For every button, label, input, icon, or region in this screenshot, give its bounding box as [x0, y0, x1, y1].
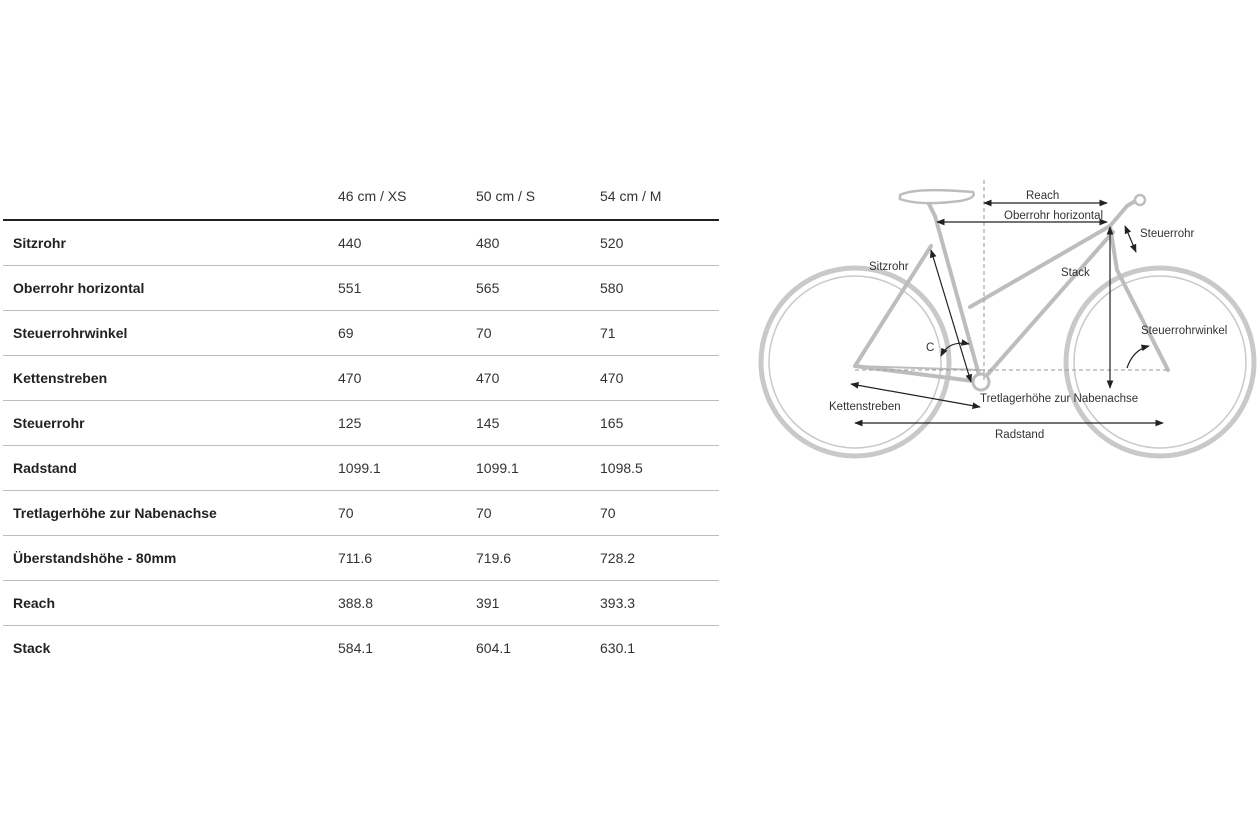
- cell-value: 393.3: [600, 581, 719, 626]
- cell-value: 125: [338, 401, 476, 446]
- cell-value: 719.6: [476, 536, 600, 581]
- cell-value: 520: [600, 220, 719, 266]
- cell-value: 165: [600, 401, 719, 446]
- label-c: C: [926, 342, 935, 354]
- cell-value: 728.2: [600, 536, 719, 581]
- table-row: [3, 401, 719, 446]
- cell-value: 70: [600, 491, 719, 536]
- table-row: [3, 626, 719, 671]
- cell-value: 480: [476, 220, 600, 266]
- cell-value: 565: [476, 266, 600, 311]
- bike-geometry-diagram: [755, 170, 1260, 470]
- row-label: Oberrohr horizontal: [3, 266, 338, 311]
- row-label: Steuerrohr: [3, 401, 338, 446]
- cell-value: 1099.1: [476, 446, 600, 491]
- cell-value: 70: [476, 311, 600, 356]
- table-header-row: [3, 173, 719, 220]
- cell-value: 145: [476, 401, 600, 446]
- table-row: [3, 311, 719, 356]
- cell-value: 1098.5: [600, 446, 719, 491]
- table-row: [3, 536, 719, 581]
- cell-value: 69: [338, 311, 476, 356]
- cell-value: 604.1: [476, 640, 512, 656]
- label-chainstays: Kettenstreben: [829, 401, 901, 413]
- row-label: Sitzrohr: [3, 220, 338, 266]
- table-row: [3, 491, 719, 536]
- row-label: Steuerrohrwinkel: [3, 311, 338, 356]
- table-row: [3, 446, 719, 491]
- rear-wheel-icon: [761, 268, 949, 456]
- header-cell-m: 54 cm / M: [600, 173, 719, 220]
- bike-frame-icon: [855, 200, 1168, 382]
- header-cell-xs: 46 cm / XS: [338, 173, 476, 220]
- table-row: [3, 581, 719, 626]
- label-top-tube: Oberrohr horizontal: [1004, 210, 1104, 222]
- front-wheel-icon: [1066, 268, 1254, 456]
- label-head-angle: Steuerrohrwinkel: [1141, 325, 1228, 337]
- cell-value: 1099.1: [338, 446, 476, 491]
- label-bb-drop: Tretlagerhöhe zur Nabenachse: [980, 393, 1139, 405]
- dimension-arrows: [851, 203, 1163, 423]
- table-row: [3, 266, 719, 311]
- cell-value: 70: [338, 491, 476, 536]
- label-wheelbase: Radstand: [995, 429, 1045, 441]
- geometry-table: [3, 173, 719, 670]
- table-row: [3, 356, 719, 401]
- row-label: Kettenstreben: [3, 356, 338, 401]
- cell-value: 391: [476, 581, 600, 626]
- header-cell-s: 50 cm / S: [476, 173, 600, 220]
- cell-value: 470: [600, 356, 719, 401]
- row-label: Radstand: [3, 446, 338, 491]
- header-cell: [3, 173, 338, 220]
- cell-value: 440: [338, 220, 476, 266]
- label-head-tube: Steuerrohr: [1140, 228, 1195, 240]
- cell-value: 70: [476, 491, 600, 536]
- label-seat-tube: Sitzrohr: [869, 261, 909, 273]
- row-label: Stack: [13, 640, 51, 656]
- cell-value: 551: [338, 266, 476, 311]
- cell-value: 630.1: [600, 640, 636, 656]
- row-label: Tretlagerhöhe zur Nabenachse: [3, 491, 338, 536]
- cell-value: 584.1: [338, 640, 374, 656]
- cell-value: 470: [476, 356, 600, 401]
- row-label: Überstandshöhe - 80mm: [3, 536, 338, 581]
- cell-value: 580: [600, 266, 719, 311]
- label-reach: Reach: [1026, 190, 1060, 202]
- table-row: [3, 220, 719, 266]
- row-label: Reach: [3, 581, 338, 626]
- cell-value: 711.6: [338, 536, 476, 581]
- cell-value: 470: [338, 356, 476, 401]
- label-stack: Stack: [1061, 267, 1090, 279]
- cell-value: 388.8: [338, 581, 476, 626]
- cell-value: 71: [600, 311, 719, 356]
